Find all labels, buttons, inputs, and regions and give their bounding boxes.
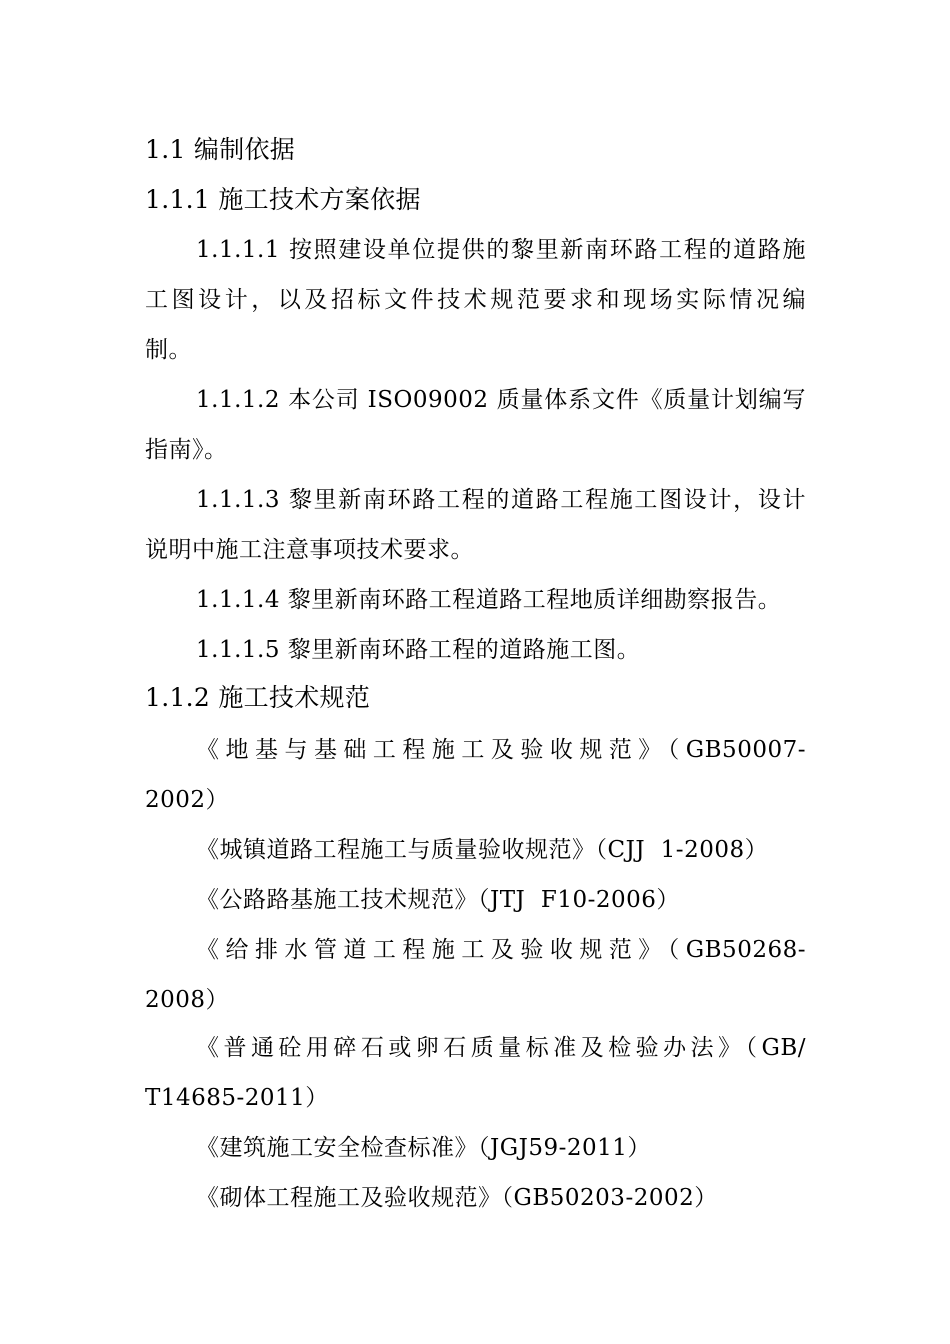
paragraph-1-1-1-2-line2 bbox=[0, 435, 950, 465]
paragraph-text: 制。 bbox=[145, 337, 192, 363]
standard-item-1-line1 bbox=[0, 735, 950, 765]
standard-item-5-line1 bbox=[0, 1033, 950, 1063]
standard-item-1-line2 bbox=[0, 785, 950, 815]
standard-text: 《砌体工程施工及验收规范》（GB50203-2002） bbox=[196, 1185, 718, 1211]
section-heading-1-1-2 bbox=[0, 683, 950, 713]
standard-item-2 bbox=[0, 835, 950, 865]
standard-text: 《城镇道路工程施工与质量验收规范》（CJJ 1-2008） bbox=[196, 837, 769, 863]
paragraph-text: 1.1.1.3 黎里新南环路工程的道路工程施工图设计，设计 bbox=[196, 487, 806, 513]
standard-item-4-line1 bbox=[0, 935, 950, 965]
paragraph-text: 1.1.1.4 黎里新南环路工程道路工程地质详细勘察报告。 bbox=[196, 587, 782, 613]
paragraph-1-1-1-1-line3 bbox=[0, 335, 950, 365]
standard-item-3 bbox=[0, 885, 950, 915]
standard-text: 《给排水管道工程施工及验收规范》（GB50268- bbox=[196, 937, 806, 963]
standard-item-5-line2 bbox=[0, 1083, 950, 1113]
paragraph-1-1-1-3-line2 bbox=[0, 535, 950, 565]
section-heading-1-1 bbox=[0, 135, 950, 165]
paragraph-text: 指南》。 bbox=[145, 437, 228, 463]
standard-text: 《普通砼用碎石或卵石质量标准及检验办法》（GB/ bbox=[196, 1035, 806, 1061]
section-heading-text: 1.1 编制依据 bbox=[145, 135, 296, 164]
standard-item-6 bbox=[0, 1133, 950, 1163]
paragraph-text: 1.1.1.2 本公司 ISO09002 质量体系文件《质量计划编写 bbox=[196, 387, 806, 413]
standard-text: T14685-2011） bbox=[145, 1085, 329, 1111]
section-heading-text: 1.1.2 施工技术规范 bbox=[145, 683, 371, 712]
paragraph-1-1-1-3-line1 bbox=[0, 485, 950, 515]
paragraph-1-1-1-5 bbox=[0, 635, 950, 665]
standard-item-7 bbox=[0, 1183, 950, 1213]
standard-text: 《公路路基施工技术规范》（JTJ F10-2006） bbox=[196, 887, 680, 913]
paragraph-text: 说明中施工注意事项技术要求。 bbox=[145, 537, 474, 563]
paragraph-1-1-1-1-line1 bbox=[0, 235, 950, 265]
section-heading-text: 1.1.1 施工技术方案依据 bbox=[145, 185, 421, 214]
paragraph-text: 1.1.1.1 按照建设单位提供的黎里新南环路工程的道路施 bbox=[196, 237, 806, 263]
paragraph-text: 1.1.1.5 黎里新南环路工程的道路施工图。 bbox=[196, 637, 641, 663]
paragraph-1-1-1-2-line1 bbox=[0, 385, 950, 415]
standard-text: 2002） bbox=[145, 787, 230, 813]
standard-text: 《地基与基础工程施工及验收规范》（GB50007- bbox=[196, 737, 806, 763]
standard-text: 2008） bbox=[145, 987, 230, 1013]
standard-item-4-line2 bbox=[0, 985, 950, 1015]
paragraph-1-1-1-1-line2 bbox=[0, 285, 950, 315]
section-heading-1-1-1 bbox=[0, 185, 950, 215]
paragraph-text: 工图设计，以及招标文件技术规范要求和现场实际情况编 bbox=[145, 287, 806, 313]
standard-text: 《建筑施工安全检查标准》（JGJ59-2011） bbox=[196, 1135, 651, 1161]
paragraph-1-1-1-4 bbox=[0, 585, 950, 615]
